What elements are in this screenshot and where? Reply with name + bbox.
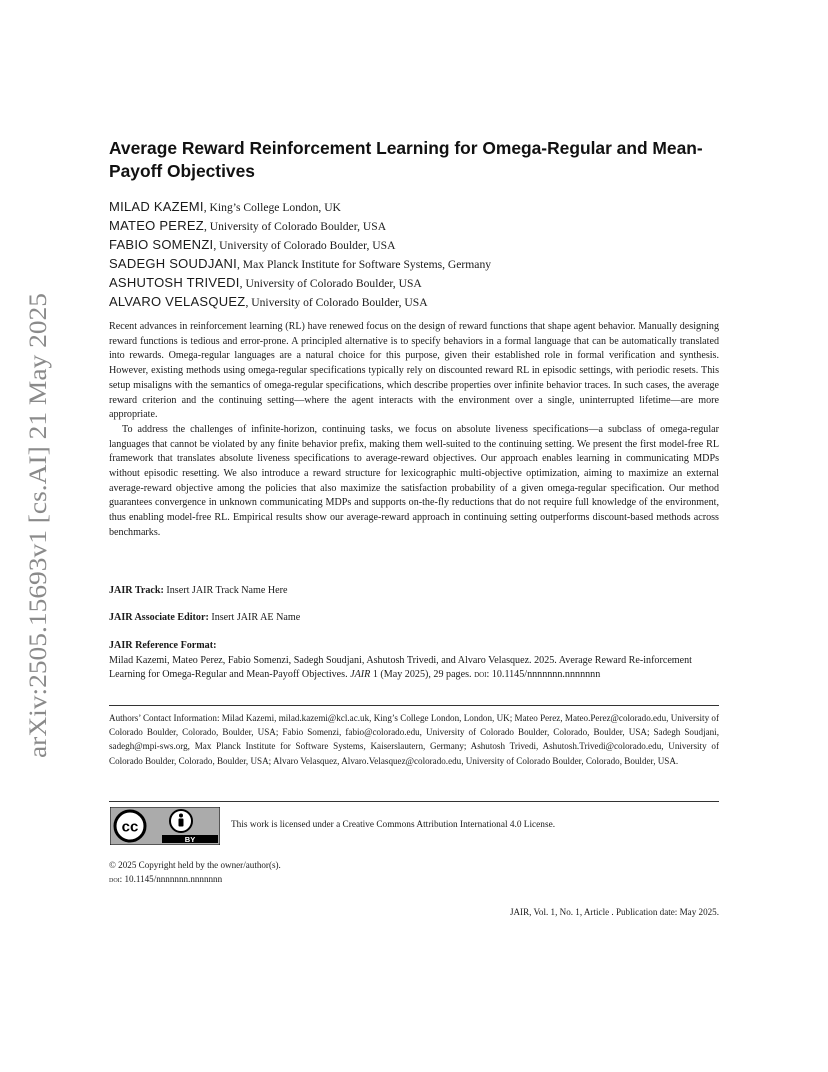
paper-title: Average Reward Reinforcement Learning for Omega-Regular and Mean-Payoff Objectives [109,138,703,181]
jair-editor [109,611,719,625]
doi-line [109,872,281,886]
jair-editor-label: JAIR Associate Editor: [109,612,209,623]
cc-by-logo [110,807,220,845]
author-name: FABIO SOMENZI [109,237,214,252]
contact-divider [109,705,719,706]
author-name: ALVARO VELASQUEZ [109,294,246,309]
author-entry [109,254,729,273]
contact-information: Authors’ Contact Information: Milad Kazemi, milad.kazemi@kcl.ac.uk, King’s College London, London, UK; Mateo Perez, Mateo.Perez@colorado.edu, University of Colorado Boulder, Colorado, Boulder, USA; Fabio Somenzi, fabio@colorado.edu, University of Colorado Boulder, Colorado, Boulder, USA; Sadegh Soudjani, sadegh@mpi-sws.org, Max Planck Institute for Software Systems, Kaiserslautern, Germany; Ashutosh Trivedi, Ashutosh.Trivedi@colorado.edu, University of Colorado Boulder, Colorado, Boulder, USA; Alvaro Velasquez, Alvaro.Velasquez@colorado.edu, University of Colorado Boulder, Colorado, Boulder, USA. [109,713,719,766]
author-list [109,197,729,311]
author-entry [109,197,729,216]
jair-track-label: JAIR Track: [109,585,164,596]
license-divider [109,801,719,802]
reference-format-text [109,654,729,683]
author-affiliation: , University of Colorado Boulder, USA [213,239,396,252]
author-entry [109,235,729,254]
cc-mark: cc [121,818,139,836]
by-mark: BY [184,835,196,844]
author-name: ASHUTOSH TRIVEDI [109,275,240,290]
author-name: MILAD KAZEMI [109,199,204,214]
reference-journal: JAIR [350,669,371,681]
jair-track [109,584,719,598]
arxiv-id: arXiv:2505.15693v1 [cs.AI] 21 May 2025 [23,325,52,758]
abstract-paragraph-1: Recent advances in reinforcement learning (RL) have renewed focus on the design of reward functions that shape agent behavior. Manually designing reward functions is tedious and error-prone. A principled alternative is to specify behaviors in a formal language that can be automatically translated into rewards. Omega-regular languages are a natural choice for this purpose, given their established role in formal verification and synthesis. However, existing methods using omega-regular specifications typically rely on discounted reward RL in episodic settings, with periodic resets. This setup misaligns with the semantics of omega-regular specifications, which describe properties over infinite behavior traces. In such cases, the average reward criterion and the continuing setting—where the agent interacts with the environment over a single, uninterrupted lifetime—are more appropriate. [109,321,719,421]
author-entry [109,273,729,292]
reference-doi-label: doi [474,670,487,681]
reference-citation: Milad Kazemi, Mateo Perez, Fabio Somenzi, Sadegh Soudjani, Ashutosh Trivedi, and Alvaro Velasquez. 2025. Average Reward Re-inforcement Learning for Omega-Regular and Mean-Payoff Objectives. [109,654,692,681]
author-entry [109,216,729,235]
abstract [109,320,719,541]
arxiv-stamp [12,290,62,760]
author-affiliation: , King’s College London, UK [203,201,341,214]
doi-label: doi [109,874,120,884]
license-text: This work is licensed under a Creative Commons Attribution International 4.0 License. [231,820,556,830]
reference-doi: : 10.1145/nnnnnnn.nnnnnnn [486,669,601,681]
author-affiliation: , University of Colorado Boulder, USA [239,277,422,290]
reference-format-label: JAIR Reference Format: [109,640,217,651]
author-entry [109,292,729,311]
author-affiliation: , University of Colorado Boulder, USA [203,220,387,233]
author-affiliation: , Max Planck Institute for Software Systems, Germany [237,258,492,271]
copyright-block [109,858,281,886]
reference-format [109,639,729,683]
arxiv-stamp-graphic [12,290,62,760]
doi-value: : 10.1145/nnnnnnn.nnnnnnn [119,874,223,884]
abstract-paragraph-2: To address the challenges of infinite-horizon, continuing tasks, we focus on absolute liveness specifications—a subclass of omega-regular languages that cannot be violated by any finite behavior prefix, making them well-suited to the continuing setting. We present the first model-free RL framework that translates absolute liveness specifications to average-reward objectives. Our approach enables learning in communicating MDPs without episodic resetting. We also introduce a reward structure for lexicographic multi-objective optimization, aiming to maximize an external average-reward objective among the policies that also maximize the satisfaction probability of a given omega-regular specification. Our method guarantees convergence in unknown communicating MDPs and supports on-the-fly reductions that do not require full knowledge of the environment, thus enabling model-free RL. Empirical results show our average-reward approach in continuing setting outperforms discount-based methods across benchmarks. [109,423,719,538]
jair-editor-value: Insert JAIR AE Name [208,612,301,623]
copyright-line: © 2025 Copyright held by the owner/author(s). [109,860,281,870]
author-name: MATEO PEREZ [109,218,204,233]
reference-details: 1 (May 2025), 29 pages. [370,669,475,681]
author-name: SADEGH SOUDJANI [109,256,237,271]
jair-track-value: Insert JAIR Track Name Here [163,585,288,596]
cc-by-badge [110,807,220,845]
page-footer: JAIR, Vol. 1, No. 1, Article . Publication date: May 2025. [509,907,719,917]
author-affiliation: , University of Colorado Boulder, USA [245,296,428,309]
